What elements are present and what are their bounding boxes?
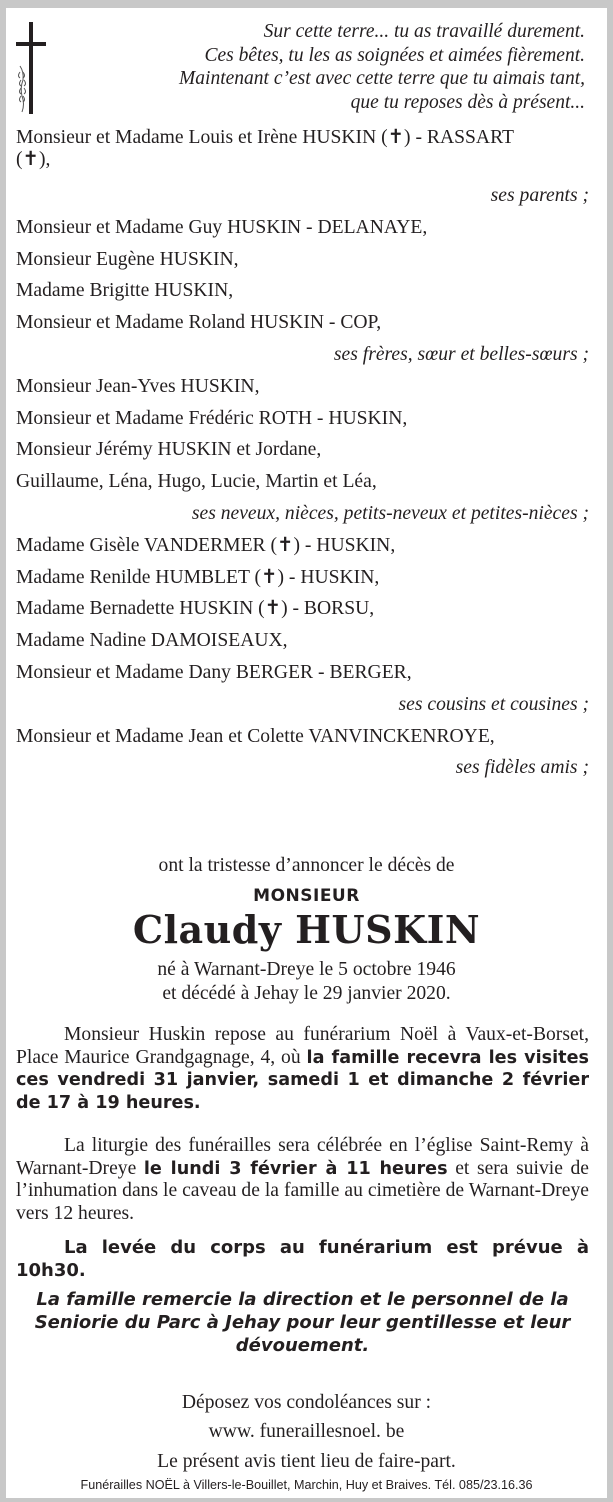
title: MONSIEUR (253, 886, 360, 906)
liturgy-paragraph (16, 1135, 589, 1225)
website-link[interactable]: www. funeraillesnoel. be (208, 1421, 405, 1442)
nephew-line: Monsieur et Madame Frédéric ROTH - HUSKIN, (16, 407, 408, 429)
cousin-line: Madame Gisèle VANDERMER (✝) - HUSKIN, (16, 534, 396, 556)
poem-line: que tu reposes dès à présent... (350, 91, 585, 113)
cousin-line: Madame Renilde HUMBLET (✝) - HUSKIN, (16, 566, 380, 588)
condolences-text: Déposez vos condoléances sur : (181, 1392, 432, 1413)
sibling-line: Madame Brigitte HUSKIN, (16, 280, 234, 302)
poem-line: Ces bêtes, tu les as soignées et aimées fièrement. (204, 44, 585, 66)
cousin-line: Monsieur et Madame Dany BERGER - BERGER, (16, 661, 412, 683)
friends-role: ses fidèles amis ; (455, 757, 589, 779)
levee-text: La levée du corps au funérarium est prévue à 10h30. (16, 1237, 589, 1281)
parents-role: ses parents ; (490, 185, 589, 206)
footer: Funérailles NOËL à Villers-le-Bouillet, Marchin, Huy et Braives. Tél. 085/23.16.36 (80, 1478, 533, 1492)
liturgy-text: La liturgie des funérailles sera célébrée en l’église Saint-Remy à Warnant-Dreye (16, 1135, 589, 1179)
death-line: et décédé à Jehay le 29 janvier 2020. (162, 983, 451, 1004)
birth-line: né à Warnant-Dreye le 5 octobre 1946 (157, 959, 456, 980)
deceased-name: Claudy HUSKIN (132, 907, 481, 952)
notice-text: Le présent avis tient lieu de faire-part. (157, 1451, 456, 1472)
friends-line: Monsieur et Madame Jean et Colette VANVINCKENROYE, (16, 725, 495, 747)
parents-line: Monsieur et Madame Louis et Irène HUSKIN (✝) - RASSART (16, 127, 514, 148)
visitation-text: Monsieur Huskin repose au funérarium Noël à Vaux-et-Borset, Place Maurice Grandgagnage, 4, où (16, 1024, 589, 1068)
sibling-line: Monsieur Eugène HUSKIN, (16, 248, 239, 270)
visitation-times: la famille recevra les visites ces vendredi 31 janvier, samedi 1 et dimanche 2 février de 17 à 19 heures. (16, 1047, 589, 1113)
poem-line: Sur cette terre... tu as travaillé durement. (263, 21, 585, 42)
nephew-line: Monsieur Jean-Yves HUSKIN, (16, 375, 260, 397)
thanks-paragraph: La famille remercie la direction et le personnel de la Seniorie du Parc à Jehay pour leur gentillesse et leur dévouement. (34, 1289, 571, 1356)
parents-line: (✝), (16, 149, 51, 170)
poem (115, 20, 585, 114)
cousin-line: Madame Bernadette HUSKIN (✝) - BORSU, (16, 598, 375, 620)
levee-paragraph (16, 1236, 589, 1282)
visitation-paragraph (16, 1024, 589, 1114)
sibling-line: Monsieur et Madame Roland HUSKIN - COP, (16, 312, 382, 334)
obituary-page (6, 8, 607, 1498)
nephews-role: ses neveux, nièces, petits-neveux et petites-nièces ; (191, 502, 589, 524)
cross-with-wheat-icon (14, 22, 48, 114)
dates (6, 958, 607, 1006)
cousins-role: ses cousins et cousines ; (398, 693, 589, 715)
cousin-line: Madame Nadine DAMOISEAUX, (16, 630, 288, 652)
sibling-line: Monsieur et Madame Guy HUSKIN - DELANAYE, (16, 216, 428, 238)
siblings-role: ses frères, sœur et belles-sœurs ; (333, 343, 589, 365)
family-list (16, 126, 589, 784)
announcement: ont la tristesse d’annoncer le décès de (158, 855, 455, 876)
nephew-line: Guillaume, Léna, Hugo, Lucie, Martin et Léa, (16, 471, 377, 493)
liturgy-date: le lundi 3 février à 11 heures (143, 1158, 448, 1179)
nephew-line: Monsieur Jérémy HUSKIN et Jordane, (16, 439, 322, 461)
poem-line: Maintenant c’est avec cette terre que tu aimais tant, (179, 68, 585, 89)
burial-text: et sera suivie de l’inhumation dans le caveau de la famille au cimetière de Warnant-Dreye vers 12 heures. (16, 1157, 589, 1224)
